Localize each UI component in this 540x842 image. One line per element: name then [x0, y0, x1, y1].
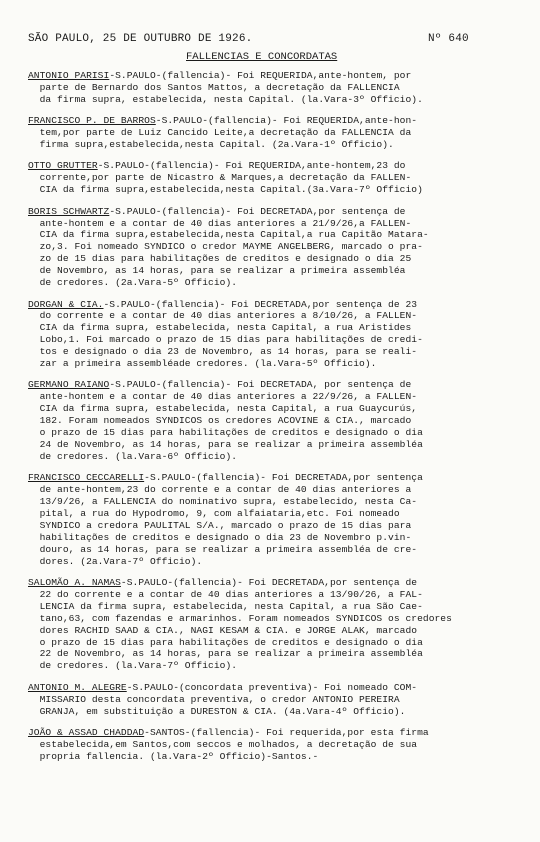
entry-text: -S.PAULO-(fallencia)- Foi DECRETADA, por sentença de [109, 379, 412, 391]
entry-line: zar a primeira assembléade credores. (la.Vara-5º Officio). [28, 358, 377, 370]
entry-text: -S.PAULO-(fallencia)- Foi REQUERIDA,ante-hontem, por [109, 70, 412, 81]
entry-line: de ante-hontem,23 do corrente e a contar de 40 dias anteriores a [28, 484, 412, 496]
entry-line: corrente,por parte de Nicastro & Marques,a decretação da FALLEN- [28, 172, 412, 184]
entry-line: CIA da firma supra,estabelecida,nesta Capital.(3a.Vara-7º Officio) [28, 184, 423, 196]
entry-name: ANTONIO M. ALEGRE [28, 681, 127, 693]
entry-text: -S.PAULO-(fallencia)- Foi DECRETADA,por sentença [144, 472, 423, 484]
notice-entry [28, 115, 512, 151]
entry-line: o prazo de 15 dias para habilitações de creditos e designado o dia [28, 427, 423, 439]
entry-line: pital, a rua do Hypodromo, 9, com alfaiataria,etc. Foi nomeado [28, 508, 400, 519]
entry-name: ANTONIO PARISI [28, 70, 110, 81]
entry-line: zo de 15 dias para habilitações de creditos e designado o dia 25 [28, 253, 412, 265]
entry-name: GERMANO RAIANO [28, 379, 110, 391]
entry-line: GRANJA, em substituição a DURESTON & CIA. (4a.Vara-4º Officio). [28, 705, 406, 717]
entry-text: -S.PAULO-(fallencia)- Foi REQUERIDA,ante-hon- [155, 115, 418, 127]
notice-entry [28, 299, 512, 370]
notice-entry [28, 577, 512, 672]
entry-heading-line [28, 206, 512, 218]
entry-line: MISSARIO desta concordata preventiva, o credor ANTONIO PEREIRA [28, 693, 400, 705]
entry-line: tos e designado o dia 23 de Novembro, as 14 horas, para se reali- [28, 346, 418, 358]
entry-line: de Novembro, as 14 horas, para se realizar a primeira assembléa [28, 265, 406, 277]
entry-text: -SANTOS-(fallencia)- Foi requerida,por esta firma [144, 727, 429, 738]
entry-name: JOÃO & ASSAD CHADDAD [28, 727, 145, 738]
entry-line: estabelecida,em Santos,com seccos e molhados, a decretação de sua [28, 738, 418, 750]
entry-heading-line [28, 299, 512, 311]
entry-line: de credores. (la.Vara-6º Officio). [28, 450, 238, 462]
entry-name: BORIS SCHWARTZ [28, 205, 110, 217]
entry-line: 13/9/26, a FALLENCIA do nominativo supra, estabelecido, nesta Ca- [28, 496, 418, 508]
notice-entry [28, 727, 512, 763]
entry-heading-line [28, 682, 512, 694]
entry-line: 182. Foram nomeados SYNDICOS os credores ACOVINE & CIA., marcado [28, 415, 412, 427]
entry-line: zo,3. Foi nomeado SYNDICO o credor MAYME ANGELBERG, marcado o pra- [28, 241, 423, 253]
entry-line: CIA da firma supra, estabelecida, nesta Capital, a rua Guaycurús, [28, 403, 418, 415]
bulletin-number: Nº 640 [428, 33, 469, 45]
entry-line: SYNDICO a credora PAULITAL S/A., marcado o prazo de 15 dias para [28, 519, 412, 531]
entry-line: firma supra,estabelecida,nesta Capital. (2a.Vara-1º Officio). [28, 139, 394, 151]
entry-line: de credores. (2a.Vara-5º Officio). [28, 277, 238, 289]
entry-line: Lobo,1. Foi marcado o prazo de 15 dias para habilitações de credi- [28, 334, 423, 346]
entry-heading-line [28, 70, 512, 82]
entry-line: CIA da firma supra, estabelecida, nesta Capital, a rua Aristides [28, 322, 412, 334]
entry-text: -S.PAULO-(fallencia)- Foi DECRETADA,por sentença de [109, 205, 406, 217]
entry-line: do corrente e a contar de 40 dias anteriores a 8/10/26, a FALLEN- [28, 310, 418, 322]
entry-line: de credores. (la.Vara-7º Officio). [28, 660, 238, 672]
entry-heading-line [28, 379, 512, 391]
entry-name: DORGAN & CIA. [28, 298, 104, 310]
city-date: SÃO PAULO, 25 DE OUTUBRO DE 1926. [28, 33, 253, 45]
entry-line: propria fallencia. (la.Vara-2º Officio)-Santos.- [28, 750, 319, 762]
entry-name: SALOMÃO A. NAMAS [28, 577, 121, 589]
entry-heading-line [28, 472, 512, 484]
entry-line: habilitações de creditos e designado o dia 23 de Novembro p.vin- [28, 531, 412, 543]
entry-heading-line [28, 727, 512, 739]
entry-line: 24 de Novembro, as 14 horas, para se realizar a primeira assembléa [28, 438, 423, 450]
notice-entry [28, 160, 512, 196]
entry-text: -S.PAULO-(concordata preventiva)- Foi nomeado COM- [126, 681, 418, 693]
entry-text: -S.PAULO-(fallencia)- Foi REQUERIDA,ante-hontem,23 do [97, 160, 406, 172]
entry-line: ante-hontem e a contar de 40 dias anteriores a 21/9/26,a FALLEN- [28, 217, 412, 229]
entry-line: 22 do corrente e a contar de 40 dias anteriores a 13/90/26, a FAL- [28, 588, 423, 600]
entry-line: tano,63, com fazendas e armarinhos. Foram nomeados SYNDICOS os credores [28, 612, 452, 624]
entry-line: o prazo de 15 dias para habilitações de creditos e designado o dia [28, 636, 423, 648]
entry-line: ante-hontem e a contar de 40 dias anteriores a 22/9/26, a FALLEN- [28, 391, 418, 403]
notice-entry [28, 70, 512, 106]
entry-heading-line [28, 160, 512, 172]
notice-entry [28, 206, 512, 289]
section-title: FALLENCIAS E CONCORDATAS [186, 51, 338, 63]
entry-line: parte de Bernardo dos Santos Mattos, a decretação da FALLENCIA [28, 81, 400, 93]
notice-entry [28, 379, 512, 462]
notice-entry [28, 472, 512, 567]
entry-text: -S.PAULO-(fallencia)- Foi DECRETADA,por sentença de [120, 577, 418, 589]
entry-name: FRANCISCO CECCARELLI [28, 472, 145, 484]
entry-line: douro, as 14 horas, para se realizar a primeira assembléa de cre- [28, 543, 418, 555]
entry-line: CIA da firma supra,estabelecida,nesta Capital,a rua Capitão Matara- [28, 229, 429, 241]
entry-line: dores RACHID SAAD & CIA., NAGI KESAM & CIA. e JORGE ALAK, marcado [28, 624, 418, 636]
entry-heading-line [28, 115, 512, 127]
entry-name: FRANCISCO P. DE BARROS [28, 115, 156, 127]
entry-line: tem,por parte de Luiz Cancido Leite,a decretação da FALLENCIA da [28, 127, 412, 139]
entry-heading-line [28, 577, 512, 589]
entry-line: LENCIA da firma supra, estabelecida, nesta Capital, a rua São Cae- [28, 600, 423, 612]
entry-line: 22 de Novembro, as 14 horas, para se realizar a primeira assembléa [28, 648, 423, 660]
entry-line: dores. (2a.Vara-7º Officio). [28, 555, 203, 567]
entry-name: OTTO GRUTTER [28, 160, 98, 172]
entry-line: da firma supra, estabelecida, nesta Capital. (la.Vara-3º Officio). [28, 93, 423, 105]
entry-text: -S.PAULO-(fallencia)- Foi DECRETADA,por sentença de 23 [103, 298, 418, 310]
notice-entry [28, 682, 512, 718]
entry-list [28, 70, 512, 772]
